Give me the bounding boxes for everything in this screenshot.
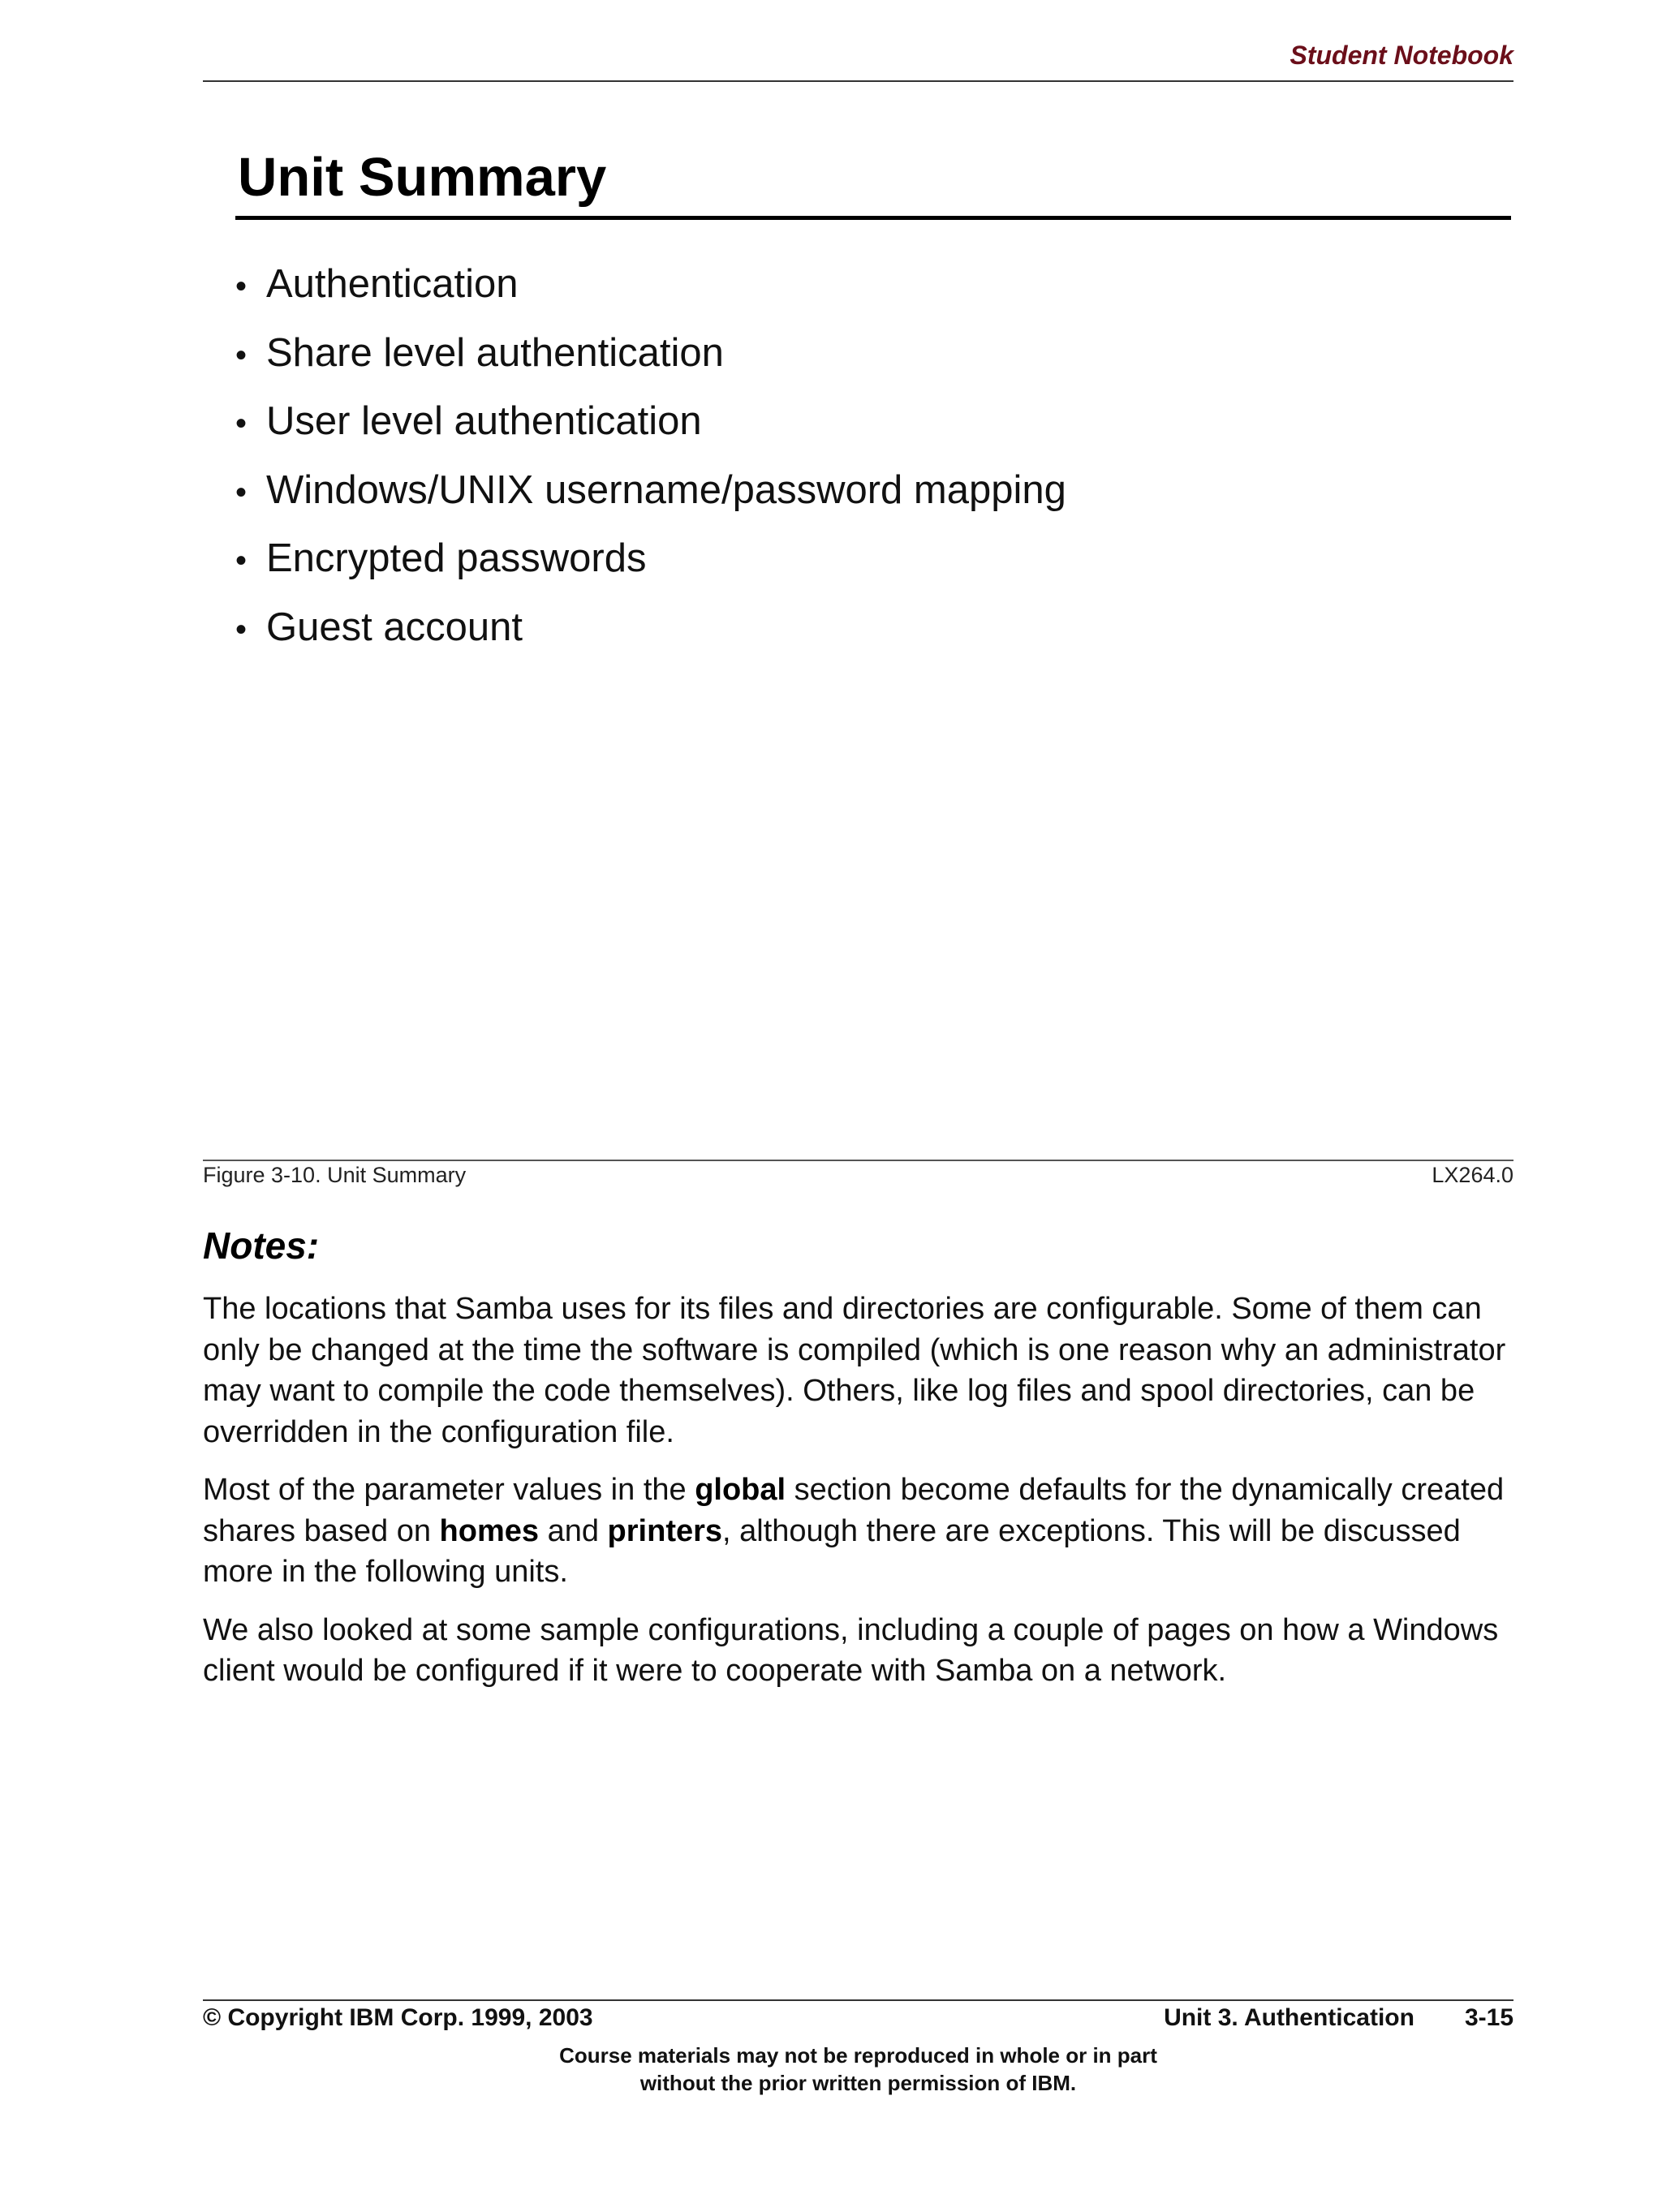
notes-paragraph-3: We also looked at some sample configurations, including a couple of pages on how a Windows client would be configured if it were to cooperate with Samba on a network. (203, 1612, 1499, 1688)
figure-divider (203, 1160, 1513, 1161)
bullet-text: Authentication (266, 262, 519, 306)
bullet-text: Share level authentication (266, 330, 724, 375)
bullet-icon: • (235, 611, 248, 648)
footer-unit-page (1164, 2002, 1513, 2034)
figure-caption: Figure 3-10. Unit Summary (203, 1163, 467, 1187)
course-code: LX264.0 (1432, 1163, 1513, 1187)
notice-line: Course materials may not be reproduced in whole or in part (559, 2043, 1157, 2068)
list-item (235, 252, 1066, 321)
notes-paragraph-2 (203, 1470, 1518, 1593)
figure-caption-row (203, 1162, 1513, 1188)
list-item (235, 526, 1066, 595)
header-divider (203, 80, 1513, 82)
copyright-notice (203, 2042, 1513, 2097)
bullet-icon: • (235, 474, 248, 510)
slide-title: Unit Summary (238, 147, 607, 208)
bullet-text: User level authentication (266, 399, 702, 443)
list-item (235, 595, 1066, 664)
slide-title-underline (235, 216, 1511, 220)
keyword-global: global (695, 1473, 786, 1507)
notes-paragraph-1: The locations that Samba uses for its files and directories are configurable. Some of them can only be changed at the time the software is compiled (which is one reason why an administrator may want to compile the code themselves). Others, like log files and spool directories, can be overridden in the configuration file. (203, 1292, 1506, 1449)
list-item (235, 321, 1066, 389)
bullet-text: Encrypted passwords (266, 536, 647, 580)
notice-line: without the prior written permission of IBM. (639, 2071, 1077, 2095)
list-item (235, 458, 1066, 527)
notes-text: section become defaults for the dynamically created shares based on (203, 1473, 1505, 1548)
unit-title: Unit 3. Authentication (1164, 2004, 1414, 2031)
notes-text: , although there are exceptions. This will be discussed more in the following units. (203, 1513, 1461, 1589)
keyword-printers: printers (607, 1513, 723, 1548)
footer-divider (203, 1999, 1513, 2001)
page-number: 3-15 (1464, 2004, 1513, 2031)
summary-bullet-list (235, 252, 1066, 663)
bullet-icon: • (235, 337, 248, 373)
bullet-icon: • (235, 543, 248, 579)
bullet-text: Windows/UNIX username/password mapping (266, 467, 1066, 512)
notes-body (203, 1289, 1518, 1709)
bullet-text: Guest account (266, 605, 523, 649)
bullet-icon: • (235, 406, 248, 441)
keyword-homes: homes (439, 1513, 540, 1548)
bullet-icon: • (235, 269, 248, 304)
notes-text: Most of the parameter values in the (203, 1473, 695, 1507)
notes-heading: Notes: (203, 1224, 320, 1267)
copyright: © Copyright IBM Corp. 1999, 2003 (203, 2004, 593, 2031)
notes-text: and (539, 1513, 608, 1548)
header-label: Student Notebook (1290, 41, 1513, 70)
list-item (235, 389, 1066, 458)
